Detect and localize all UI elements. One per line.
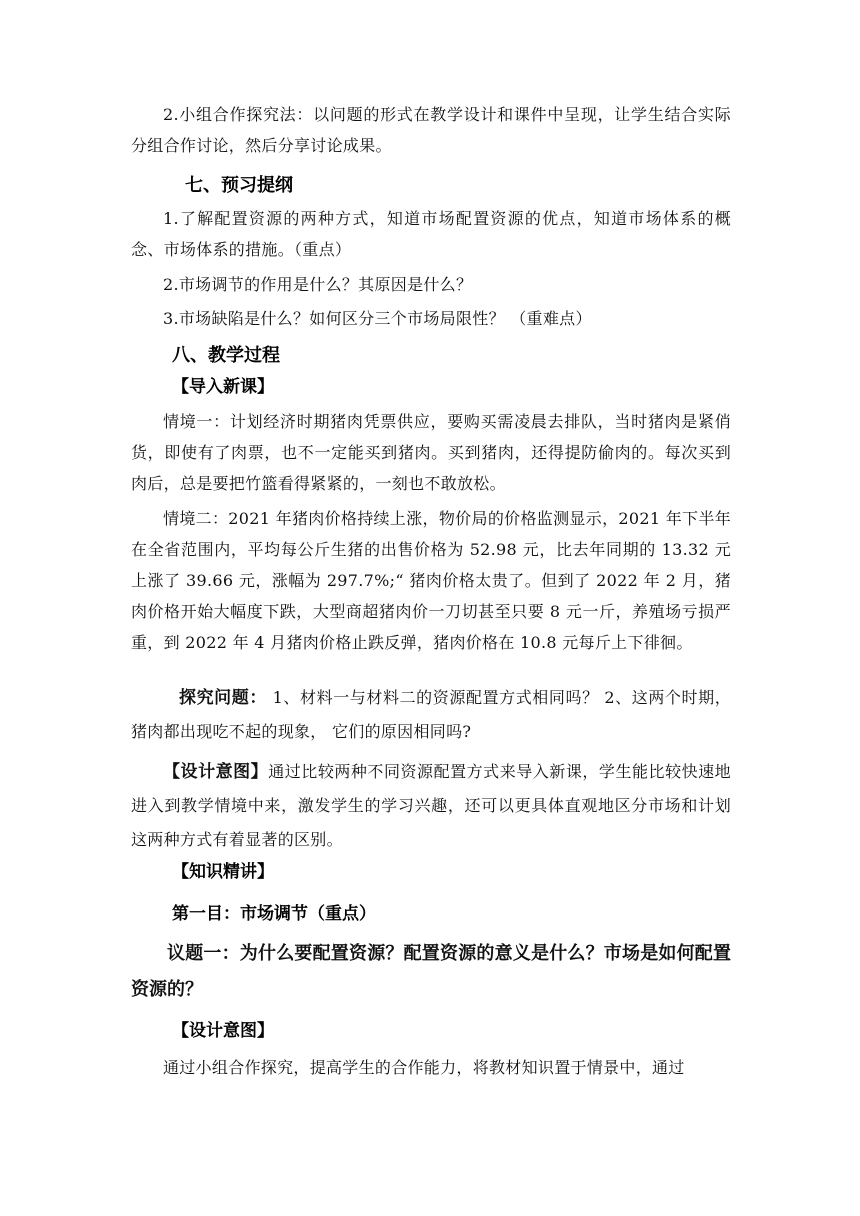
method-paragraph: 2.小组合作探究法：以问题的形式在教学设计和课件中呈现，让学生结合实际分组合作讨论，然后分享讨论成果。: [131, 105, 731, 155]
design-intent-text: 通过比较两种不同资源配置方式来导入新课，学生能比较快速地进入到教学情境中来，激发学生的学习兴趣，还可以更具体直观地区分市场和计划这两种方式有着显著的区别。: [131, 762, 731, 849]
subheading-intro: 【导入新课】: [172, 377, 274, 397]
section-heading-preview: 七、预习提纲: [185, 175, 293, 196]
scenario-1-paragraph: 情境一：计划经济时期猪肉凭票供应，要购买需凌晨去排队，当时猪肉是紧俏货，即使有了肉票，也不一定能买到猪肉。买到猪肉，还得提防偷肉的。每次买到肉后，总是要把竹篮看得紧紧的，一刻也不敢放松。: [131, 412, 731, 493]
design-intent-label: 【设计意图】: [163, 762, 269, 782]
closing-paragraph: 通过小组合作探究，提高学生的合作能力，将教材知识置于情景中，通过: [163, 1058, 685, 1077]
topic-1-heading: 议题一：为什么要配置资源？配置资源的意义是什么？市场是如何配置资源的？: [131, 943, 731, 1000]
inquiry-label: 探究问题：: [179, 688, 267, 708]
design-intent-paragraph: [131, 755, 731, 857]
subheading-design-intent: 【设计意图】: [172, 1021, 274, 1041]
section-heading-process: 八、教学过程: [172, 345, 280, 366]
inquiry-text: 1、材料一与材料二的资源配置方式相同吗？ 2、这两个时期，猪肉都出现吃不起的现象， 它们的原因相同吗?: [131, 688, 731, 741]
subheading-section-1: 第一目：市场调节（重点）: [172, 904, 376, 924]
inquiry-paragraph: [131, 681, 731, 749]
scenario-2-paragraph: 情境二：2021 年猪肉价格持续上涨，物价局的价格监测显示，2021 年下半年在全省范围内，平均每公斤生猪的出售价格为 52.98 元，比去年同期的 13.32 元上涨了 39.66 元，涨幅为 297.7%;“ 猪肉价格太贵了。但到了 2022 年 2 月，猪肉价格开始大幅度下跌，大型商超猪肉价一刀切甚至只要 8 元一斤，养殖场亏损严重，到 2022 年 4 月猪肉价格止跌反弹，猪肉价格在 10.8 元每斤上下徘徊。: [131, 509, 731, 652]
subheading-knowledge: 【知识精讲】: [172, 862, 274, 882]
preview-item-2: 2.市场调节的作用是什么？其原因是什么？: [163, 275, 473, 294]
preview-item-3: 3.市场缺陷是什么？如何区分三个市场局限性？ （重难点）: [163, 309, 592, 328]
preview-item-1: 1.了解配置资源的两种方式，知道市场配置资源的优点，知道市场体系的概念、市场体系的措施。（重点）: [131, 209, 731, 259]
